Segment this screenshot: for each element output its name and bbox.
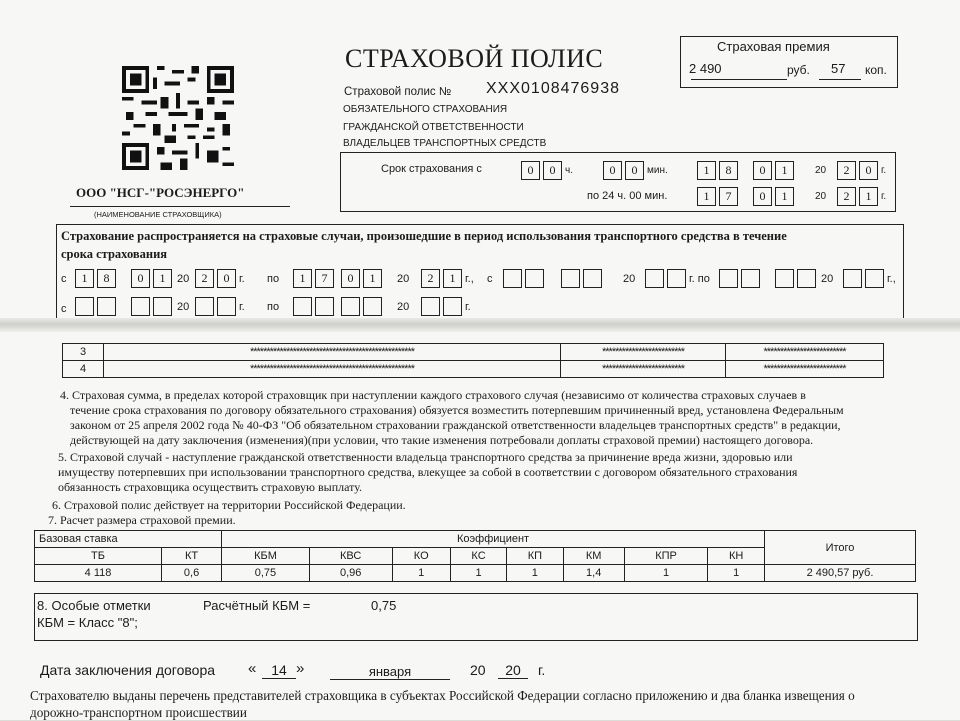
table-row: 4 ************************************************** ************************* ************************* (63, 361, 884, 378)
contract-date-label: Дата заключения договора (40, 662, 216, 678)
policy-number: XXX0108476938 (486, 80, 620, 97)
policy-label: Страховой полис № (344, 86, 452, 98)
paper-fold (0, 318, 960, 332)
kbm-value: 0,75 (371, 598, 397, 613)
policy-subtitle-3: ВЛАДЕЛЬЦЕВ ТРАНСПОРТНЫХ СРЕДСТВ (343, 138, 547, 149)
table-row: ТБ КТ КБМ КВС КО КС КП КМ КПР КН (35, 548, 916, 565)
coefficient-header: Коэффициент (222, 531, 765, 548)
special-notes-box (34, 593, 918, 641)
term-to-label: по 24 ч. 00 мин. (587, 190, 668, 202)
footer-line-2: дорожно-транспортном происшествии (30, 705, 247, 720)
coverage-heading-2: срока страхования (61, 247, 168, 261)
contract-month: января (330, 664, 450, 680)
policy-subtitle-2: ГРАЖДАНСКОЙ ОТВЕТСТВЕННОСТИ (343, 122, 524, 133)
contract-day: 14 (262, 662, 296, 679)
special-notes-label: 8. Особые отметки (37, 598, 151, 613)
term-from-label: Срок страхования с (381, 163, 482, 175)
premium-label: Страховая премия (717, 39, 830, 54)
coverage-box: Страхование распространяется на страховые случаи, произошедшие в период использования транспортного средства в течение срока страхования с 1 8 0 1 20 2 0 г. по 1 7 0 1 20 2 1 г., с 20 г. по 20 г., с 20 г. по 20 г. (56, 224, 904, 319)
insurer-caption: (НАИМЕНОВАНИЕ СТРАХОВЩИКА) (94, 210, 222, 219)
contract-year: 20 (498, 662, 528, 679)
policy-sheet: ООО "НСГ-"РОСЭНЕРГО" (НАИМЕНОВАНИЕ СТРАХОВЩИКА) СТРАХОВОЙ ПОЛИС Страховой полис № XXX0108476938 ОБЯЗАТЕЛЬНОГО СТРАХОВАНИЯ ГРАЖДАНСКОЙ ОТВЕТСТВЕННОСТИ ВЛАДЕЛЬЦЕВ ТРАНСПОРТНЫХ СРЕДСТВ Страховая премия 2 490 руб. 57 коп. Срок страхования с 0 0 ч. 0 0 мин. 1 8 0 1 20 2 0 г. по 24 ч. 00 мин. 1 7 0 1 20 2 1 г. Страхование распространяется на страховые случаи, произошедшие в период использования транспортного средства в течение срока страхования с 1 8 0 1 20 2 0 г. по 1 7 0 1 20 2 1 г., с 20 г. по 20 г., с 20 г. по 20 г. 3 ************************************************** ************************* ************************* 4 ************************************************** ************************* ************************* 4. Страховая сумма, в пределах которой страховщик при наступлении каждого страхового случая (независимо от количества страховых случаев в течение срока страхования по договору обязательного страхования) обязуется возместить потерпевшим причиненный вред, установлена Федеральным законом от 25 апреля 2002 года № 40-ФЗ "Об обязательном страховании гражданской ответственности владельцев транспортных средств" в редакции, действующей на дату заключения (изменения)(при условии, что такие изменения потребовали доплаты страховой премии) настоящего договора. 5. Страховой случай - наступление гражданской ответственности владельца транспортного средства за причинение вреда жизни, здоровью или имуществу потерпевших при использовании транспортного средства, влекущее за собой в соответствии с договором обязательного страхования обязанность страховщика осуществить страховую выплату. 6. Страховой полис действует на территории Российской Федерации. 7. Расчет размера страховой премии. Базовая ставка Коэффициент Итого ТБ КТ КБМ КВС КО КС КП КМ КПР КН 4 118 0,6 0,75 0,96 1 1 1 1,4 1 1 2 490,57 руб. 8. Особые отметки Расчётный КБМ = 0,75 КБМ = Класс "8"; Дата заключения договора « 14 » января 20 20 г. Страхователю выданы перечень представителей страховщика в субъектах Российской Федерации согласно приложению и два бланка извещения о дорожно-транспортном происшествии (0, 0, 960, 720)
total-header: Итого (765, 531, 916, 565)
kbm-label: Расчётный КБМ = (203, 598, 311, 613)
kbm-class: КБМ = Класс "8"; (37, 615, 138, 630)
table-row: 3 ************************************************** ************************* ************************* (63, 344, 884, 361)
paragraph-7: 7. Расчет размера страховой премии. (48, 513, 236, 527)
paragraph-6: 6. Страховой полис действует на территории Российской Федерации. (52, 498, 406, 512)
premium-kop-label: коп. (865, 63, 887, 77)
qr-code (122, 66, 234, 170)
insurer-name: ООО "НСГ-"РОСЭНЕРГО" (76, 185, 245, 200)
drivers-table (62, 343, 884, 378)
base-rate-header: Базовая ставка (35, 531, 222, 548)
paragraph-4: 4. Страховая сумма, в пределах которой страховщик при наступлении каждого страхового случая (независимо от количества страховых случаев в течение срока страхования по договору обязательного страхования) обязуется возместить потерпевшим причиненный вред, установлена Федеральным законом от 25 апреля 2002 года № 40-ФЗ "Об обязательном страховании гражданской ответственности владельцев транспортных средств" в редакции, действующей на дату заключения (изменения)(при условии, что такие изменения потребовали доплаты страховой премии) настоящего договора. (60, 388, 844, 447)
premium-box (680, 36, 898, 88)
premium-calc-table (34, 530, 916, 582)
paragraph-5: 5. Страховой случай - наступление гражданской ответственности владельца транспортного средства за причинение вреда жизни, здоровью или имуществу потерпевших при использовании транспортного средства, влекущее за собой в соответствии с договором обязательного страхования обязанность страховщика осуществить страховую выплату. (58, 450, 798, 494)
footer-line-1: Страхователю выданы перечень представителей страховщика в субъектах Российской Федерации согласно приложению и два бланка извещения о (30, 688, 855, 703)
premium-rub-value: 2 490 (689, 61, 722, 76)
page-title: СТРАХОВОЙ ПОЛИС (345, 44, 604, 73)
term-box: Срок страхования с 0 0 ч. 0 0 мин. 1 8 0 1 20 2 0 г. по 24 ч. 00 мин. 1 7 0 1 20 2 1 г. (340, 152, 896, 212)
coverage-heading-1: Страхование распространяется на страховые случаи, произошедшие в период использования транспортного средства в течение (61, 229, 787, 243)
premium-kop-value: 57 (831, 61, 846, 76)
policy-subtitle-1: ОБЯЗАТЕЛЬНОГО СТРАХОВАНИЯ (343, 104, 508, 115)
table-row: 4 118 0,6 0,75 0,96 1 1 1 1,4 1 1 2 490,57 руб. (35, 565, 916, 582)
table-row (35, 531, 916, 548)
premium-rub-label: руб. (787, 63, 810, 77)
